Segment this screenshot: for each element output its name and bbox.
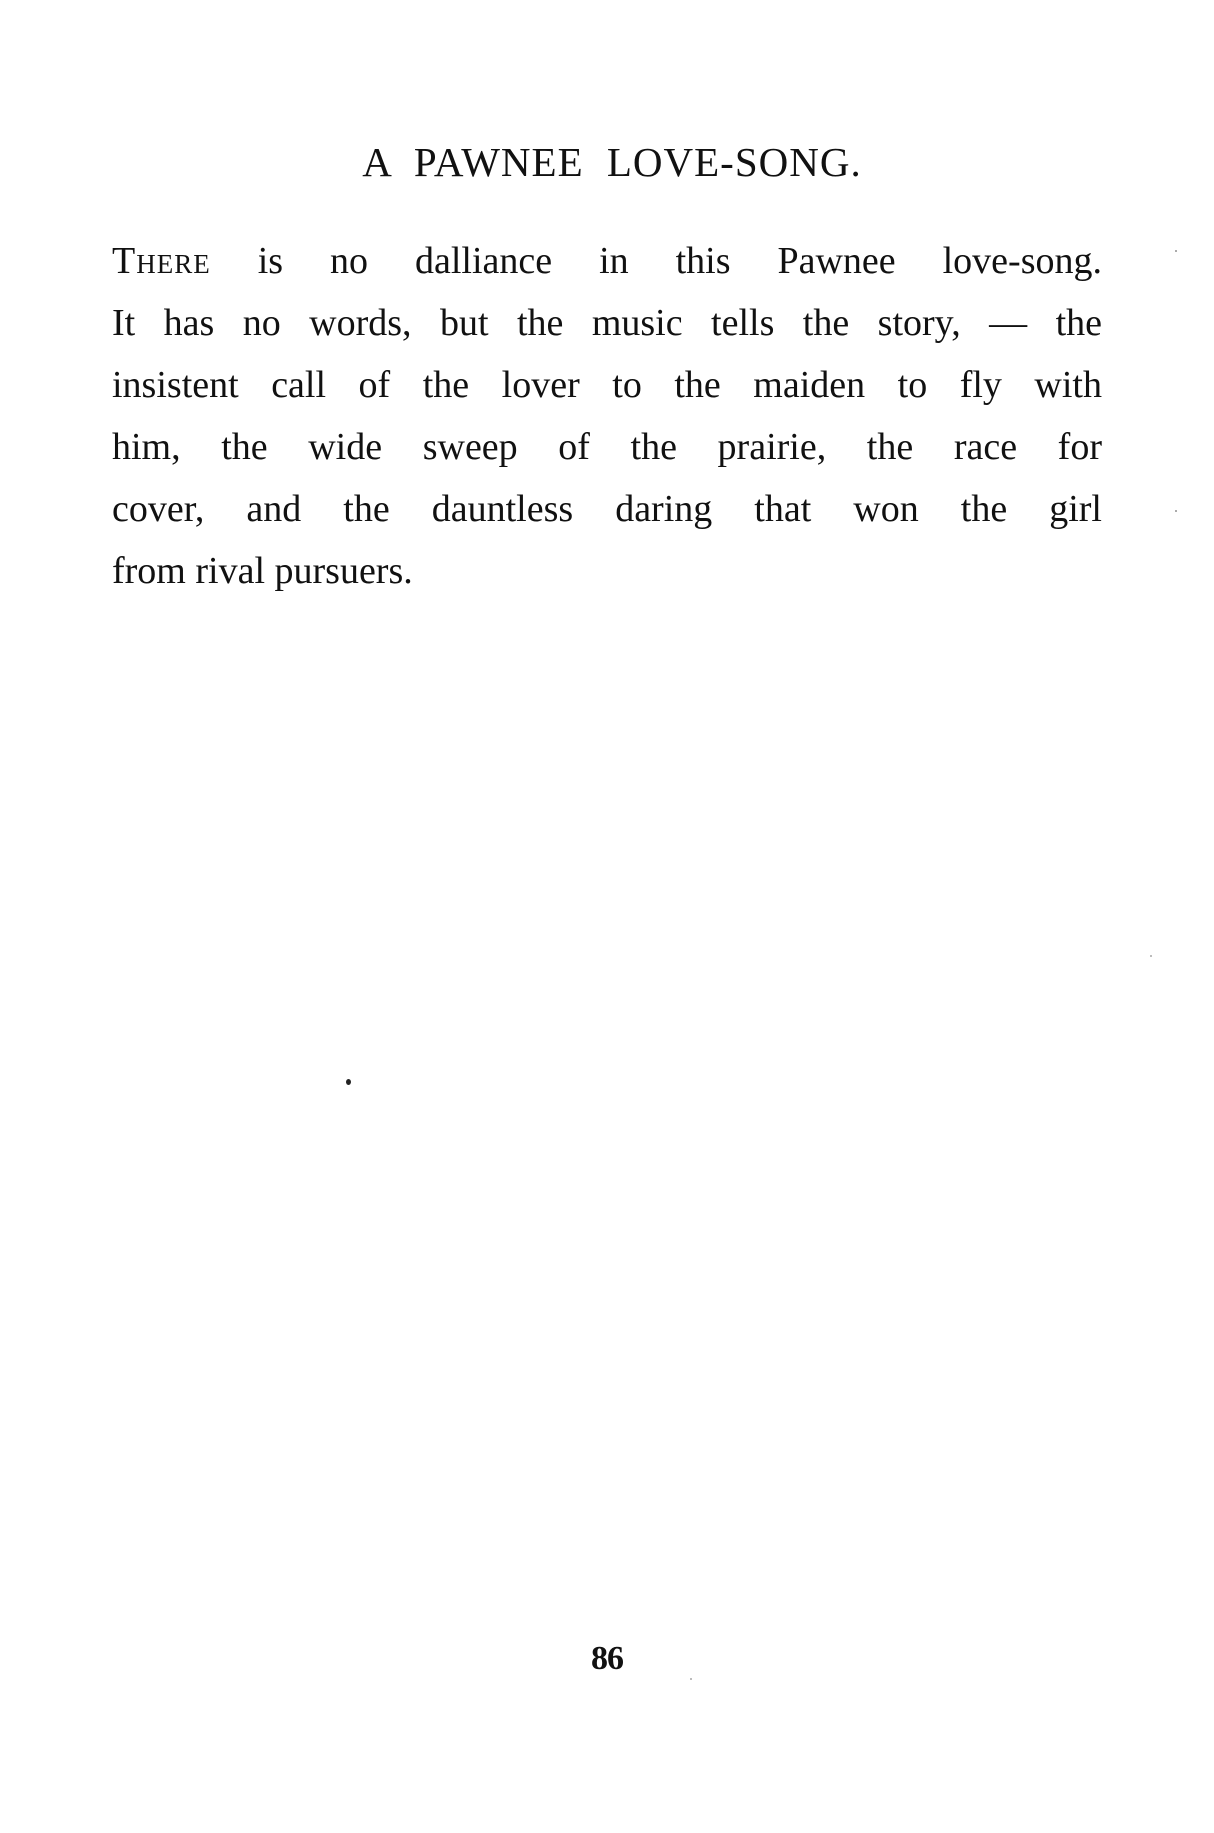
paragraph-line-4: him, the wide sweep of the prairie, the race for: [112, 426, 1102, 468]
paragraph-line-2: It has no words, but the music tells the story, — the: [112, 302, 1102, 344]
paragraph-line-6: from rival pursuers.: [112, 550, 413, 592]
scan-speck: [346, 1079, 351, 1085]
page-number: 86: [591, 1640, 623, 1677]
scan-speck: [1175, 250, 1177, 252]
chapter-title: A PAWNEE LOVE-SONG.: [362, 139, 862, 185]
scan-speck: [690, 1678, 692, 1680]
paragraph-line-5: cover, and the dauntless daring that won the girl: [112, 488, 1102, 530]
paragraph-line-1: [112, 230, 1102, 292]
paragraph-line-1-text: is no dalliance in this Pawnee love-song.: [210, 240, 1102, 282]
body-paragraph: [112, 230, 1102, 602]
scan-speck: [1150, 955, 1152, 957]
drop-word: There: [112, 240, 211, 282]
scan-speck: [1175, 510, 1177, 512]
paragraph-line-3: insistent call of the lover to the maiden to fly with: [112, 364, 1102, 406]
